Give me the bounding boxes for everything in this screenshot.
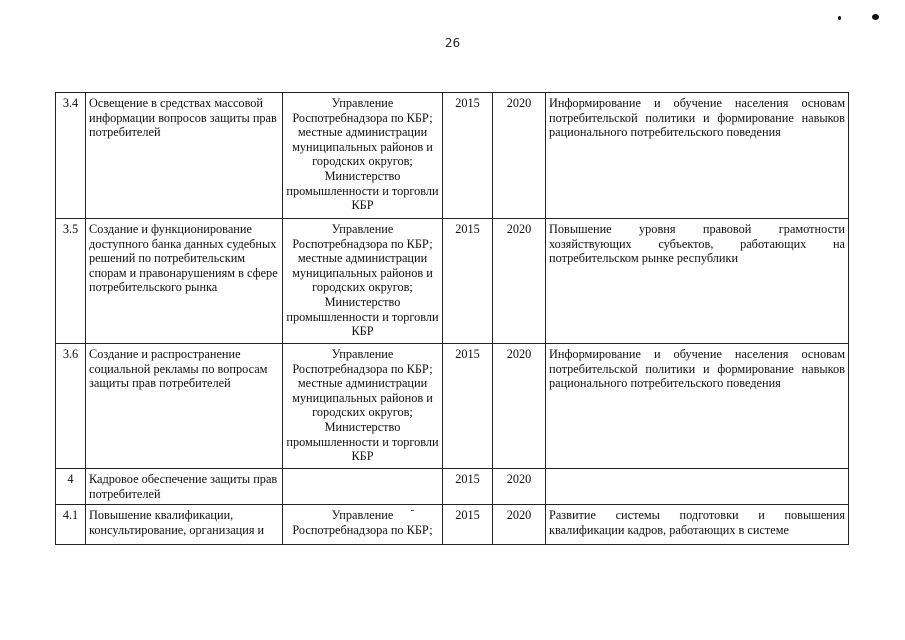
executors: Управление Роспотребнадзора по КБР; местные администрации муниципальных районов и городских округов; Министерство промышленности и торговли КБР	[283, 93, 443, 219]
table-row	[56, 219, 849, 344]
executors: Управление Роспотребнадзора по КБР;	[283, 505, 443, 545]
start-year: 2015	[443, 93, 493, 219]
table-row	[56, 469, 849, 505]
executors: Управление Роспотребнадзора по КБР; местные администрации муниципальных районов и городских округов; Министерство промышленности и торговли КБР	[283, 344, 443, 469]
scan-dot-mark	[411, 510, 414, 511]
expected-result: Информирование и обучение населения основам потребительской политики и формирование навыков рационального потребительского поведения	[546, 344, 849, 469]
measure-name: Создание и функционирование доступного банка данных судебных решений по потребительским спорам и правонарушениям в сфере потребительского рынка	[86, 219, 283, 344]
end-year: 2020	[493, 219, 546, 344]
measure-name: Создание и распространение социальной рекламы по вопросам защиты прав потребителей	[86, 344, 283, 469]
table-row	[56, 344, 849, 469]
measure-name: Повышение квалификации, консультирование, организация и	[86, 505, 283, 545]
executors	[283, 469, 443, 505]
table-row	[56, 505, 849, 545]
table-row	[56, 93, 849, 219]
end-year: 2020	[493, 93, 546, 219]
expected-result: Информирование и обучение населения основам потребительской политики и формирование навыков рационального потребительского поведения	[546, 93, 849, 219]
expected-result: Развитие системы подготовки и повышения квалификации кадров, работающих в системе	[546, 505, 849, 545]
row-number: 3.5	[56, 219, 86, 344]
start-year: 2015	[443, 344, 493, 469]
scan-speck-mark	[838, 16, 841, 20]
start-year: 2015	[443, 469, 493, 505]
row-number: 3.6	[56, 344, 86, 469]
end-year: 2020	[493, 505, 546, 545]
executors: Управление Роспотребнадзора по КБР; местные администрации муниципальных районов и городских округов; Министерство промышленности и торговли КБР	[283, 219, 443, 344]
start-year: 2015	[443, 219, 493, 344]
measure-name: Кадровое обеспечение защиты прав потребителей	[86, 469, 283, 505]
expected-result: Повышение уровня правовой грамотности хозяйствующих субъектов, работающих на потребительском рынке республики	[546, 219, 849, 344]
expected-result	[546, 469, 849, 505]
scan-speck-mark	[872, 14, 879, 20]
page-number: 26	[444, 36, 461, 50]
row-number: 3.4	[56, 93, 86, 219]
program-measures-table	[55, 92, 849, 545]
start-year: 2015	[443, 505, 493, 545]
end-year: 2020	[493, 469, 546, 505]
row-number: 4	[56, 469, 86, 505]
row-number: 4.1	[56, 505, 86, 545]
end-year: 2020	[493, 344, 546, 469]
measure-name: Освещение в средствах массовой информации вопросов защиты прав потребителей	[86, 93, 283, 219]
